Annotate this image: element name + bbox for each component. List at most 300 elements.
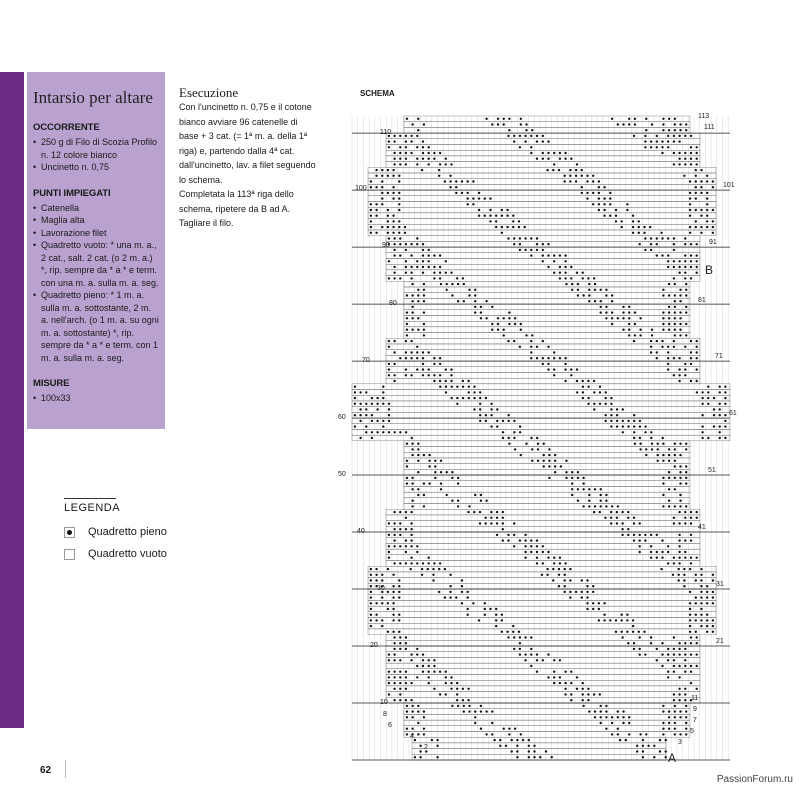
filled-cell bbox=[633, 437, 635, 439]
chart-row bbox=[386, 515, 700, 521]
filled-cell bbox=[684, 272, 686, 274]
filled-cell bbox=[639, 522, 641, 524]
filled-cell bbox=[462, 277, 464, 279]
filled-cell bbox=[519, 249, 521, 251]
filled-cell bbox=[479, 414, 481, 416]
filled-cell bbox=[656, 357, 658, 359]
filled-cell bbox=[530, 357, 532, 359]
filled-cell bbox=[673, 557, 675, 559]
filled-cell bbox=[685, 505, 687, 507]
filled-cell bbox=[376, 397, 378, 399]
filled-cell bbox=[696, 163, 698, 165]
filled-cell bbox=[387, 608, 389, 610]
esecuzione-paragraph-2: Completata la 113ª riga dello schema, ripetere da B ad A. Tagliare il filo. bbox=[179, 189, 294, 228]
filled-cell bbox=[524, 659, 526, 661]
filled-cell bbox=[627, 642, 629, 644]
chart-row bbox=[386, 270, 700, 276]
filled-cell bbox=[547, 557, 549, 559]
chart-row bbox=[404, 304, 690, 310]
filled-cell bbox=[644, 431, 646, 433]
filled-cell bbox=[617, 123, 619, 125]
filled-cell bbox=[406, 443, 408, 445]
filled-cell bbox=[673, 249, 675, 251]
filled-cell bbox=[588, 300, 590, 302]
filled-cell bbox=[700, 215, 702, 217]
filled-cell bbox=[410, 140, 412, 142]
filled-cell bbox=[610, 397, 612, 399]
filled-cell bbox=[617, 505, 619, 507]
filled-cell bbox=[662, 505, 664, 507]
filled-cell bbox=[410, 357, 412, 359]
filled-cell bbox=[404, 232, 406, 234]
filled-cell bbox=[678, 699, 680, 701]
filled-cell bbox=[406, 728, 408, 730]
filled-cell bbox=[674, 728, 676, 730]
filled-cell bbox=[678, 579, 680, 581]
filled-cell bbox=[570, 277, 572, 279]
filled-cell bbox=[393, 511, 395, 513]
filled-cell bbox=[611, 317, 613, 319]
filled-cell bbox=[616, 522, 618, 524]
filled-cell bbox=[615, 215, 617, 217]
chart-row bbox=[368, 224, 716, 230]
filled-cell bbox=[632, 220, 634, 222]
filled-cell bbox=[661, 539, 663, 541]
filled-cell bbox=[656, 243, 658, 245]
filled-cell bbox=[439, 693, 441, 695]
filled-cell bbox=[423, 294, 425, 296]
chart-row bbox=[386, 532, 700, 538]
filled-cell bbox=[690, 363, 692, 365]
filled-cell bbox=[592, 175, 594, 177]
filled-cell bbox=[456, 386, 458, 388]
filled-cell bbox=[582, 482, 584, 484]
filled-cell bbox=[668, 294, 670, 296]
filled-cell bbox=[650, 642, 652, 644]
filled-cell bbox=[700, 602, 702, 604]
filled-cell bbox=[678, 272, 680, 274]
filled-cell bbox=[416, 665, 418, 667]
filled-cell bbox=[678, 539, 680, 541]
filled-cell bbox=[695, 614, 697, 616]
filled-cell bbox=[422, 357, 424, 359]
filled-cell bbox=[410, 374, 412, 376]
filled-cell bbox=[712, 602, 714, 604]
filled-cell bbox=[696, 243, 698, 245]
filled-cell bbox=[668, 118, 670, 120]
filled-cell bbox=[700, 226, 702, 228]
filled-cell bbox=[495, 215, 497, 217]
filled-cell bbox=[422, 158, 424, 160]
filled-cell bbox=[552, 169, 554, 171]
filled-cell bbox=[605, 294, 607, 296]
filled-cell bbox=[433, 254, 435, 256]
filled-cell bbox=[393, 158, 395, 160]
filled-cell bbox=[542, 249, 544, 251]
filled-cell bbox=[542, 135, 544, 137]
filled-cell bbox=[662, 482, 664, 484]
filled-cell bbox=[696, 152, 698, 154]
filled-cell bbox=[689, 226, 691, 228]
filled-cell bbox=[497, 329, 499, 331]
filled-cell bbox=[451, 477, 453, 479]
filled-cell bbox=[428, 676, 430, 678]
filled-cell bbox=[381, 625, 383, 627]
filled-cell bbox=[678, 140, 680, 142]
filled-cell bbox=[406, 323, 408, 325]
chart-row bbox=[386, 350, 700, 356]
filled-cell bbox=[609, 197, 611, 199]
filled-cell bbox=[638, 220, 640, 222]
filled-cell bbox=[428, 454, 430, 456]
row-label-right: 3 bbox=[678, 739, 682, 746]
filled-cell bbox=[499, 745, 501, 747]
filled-cell bbox=[485, 733, 487, 735]
filled-cell bbox=[503, 728, 505, 730]
filled-cell bbox=[438, 568, 440, 570]
filled-cell bbox=[444, 568, 446, 570]
filled-cell bbox=[474, 306, 476, 308]
filled-cell bbox=[685, 465, 687, 467]
filled-cell bbox=[406, 482, 408, 484]
filled-cell bbox=[706, 591, 708, 593]
filled-cell bbox=[569, 568, 571, 570]
filled-cell bbox=[668, 460, 670, 462]
filled-cell bbox=[696, 346, 698, 348]
row-label-right: 41 bbox=[698, 524, 706, 531]
filled-cell bbox=[479, 522, 481, 524]
filled-cell bbox=[405, 146, 407, 148]
filled-cell bbox=[684, 557, 686, 559]
filled-cell bbox=[621, 619, 623, 621]
filled-cell bbox=[564, 158, 566, 160]
chart-row bbox=[368, 612, 716, 618]
filled-cell bbox=[530, 653, 532, 655]
filled-cell bbox=[393, 528, 395, 530]
filled-cell bbox=[678, 545, 680, 547]
filled-cell bbox=[672, 574, 674, 576]
chart-row bbox=[368, 589, 716, 595]
occorrente-heading: OCCORRENTE bbox=[33, 122, 100, 133]
filled-cell bbox=[598, 192, 600, 194]
filled-cell bbox=[474, 294, 476, 296]
filled-cell bbox=[685, 448, 687, 450]
filled-cell bbox=[457, 500, 459, 502]
filled-cell bbox=[434, 465, 436, 467]
filled-cell bbox=[508, 311, 510, 313]
filled-cell bbox=[610, 420, 612, 422]
filled-cell bbox=[586, 591, 588, 593]
filled-cell bbox=[724, 403, 726, 405]
filled-cell bbox=[588, 294, 590, 296]
filled-cell bbox=[684, 699, 686, 701]
filled-cell bbox=[381, 203, 383, 205]
filled-cell bbox=[605, 728, 607, 730]
filled-cell bbox=[679, 294, 681, 296]
filled-cell bbox=[685, 123, 687, 125]
filled-cell bbox=[406, 716, 408, 718]
filled-cell bbox=[621, 226, 623, 228]
filled-cell bbox=[410, 243, 412, 245]
filled-cell bbox=[490, 408, 492, 410]
filled-cell bbox=[673, 517, 675, 519]
filled-cell bbox=[370, 215, 372, 217]
chart-row bbox=[386, 675, 700, 681]
filled-cell bbox=[650, 431, 652, 433]
filled-cell bbox=[496, 534, 498, 536]
filled-cell bbox=[656, 340, 658, 342]
filled-cell bbox=[428, 374, 430, 376]
filled-cell bbox=[457, 482, 459, 484]
filled-cell bbox=[433, 363, 435, 365]
filled-cell bbox=[650, 140, 652, 142]
filled-cell bbox=[674, 306, 676, 308]
filled-cell bbox=[667, 659, 669, 661]
filled-cell bbox=[651, 443, 653, 445]
filled-cell bbox=[587, 380, 589, 382]
filled-cell bbox=[490, 522, 492, 524]
filled-cell bbox=[564, 175, 566, 177]
filled-cell bbox=[622, 311, 624, 313]
filled-cell bbox=[594, 300, 596, 302]
filled-cell bbox=[393, 163, 395, 165]
filled-cell bbox=[547, 243, 549, 245]
filled-cell bbox=[673, 135, 675, 137]
filled-cell bbox=[651, 448, 653, 450]
filled-cell bbox=[564, 693, 566, 695]
filled-cell bbox=[417, 448, 419, 450]
filled-cell bbox=[582, 693, 584, 695]
filled-cell bbox=[569, 596, 571, 598]
filled-cell bbox=[685, 728, 687, 730]
filled-cell bbox=[392, 232, 394, 234]
list-item: • Catenella bbox=[33, 202, 159, 215]
filled-cell bbox=[684, 693, 686, 695]
filled-cell bbox=[411, 728, 413, 730]
list-item: • Maglia alta bbox=[33, 214, 159, 227]
filled-cell bbox=[690, 260, 692, 262]
filled-cell bbox=[536, 653, 538, 655]
filled-cell bbox=[411, 477, 413, 479]
filled-cell bbox=[393, 135, 395, 137]
filled-cell bbox=[422, 665, 424, 667]
filled-cell bbox=[565, 460, 567, 462]
filled-cell bbox=[410, 653, 412, 655]
filled-cell bbox=[416, 146, 418, 148]
filled-cell bbox=[405, 511, 407, 513]
filled-cell bbox=[605, 311, 607, 313]
filled-cell bbox=[632, 232, 634, 234]
filled-cell bbox=[530, 545, 532, 547]
filled-cell bbox=[536, 551, 538, 553]
row-label-left: 30 bbox=[377, 585, 385, 592]
filled-cell bbox=[467, 380, 469, 382]
filled-cell bbox=[674, 443, 676, 445]
filled-cell bbox=[507, 340, 509, 342]
filled-cell bbox=[603, 197, 605, 199]
chart-row bbox=[386, 635, 700, 641]
filled-cell bbox=[531, 129, 533, 131]
filled-cell bbox=[696, 688, 698, 690]
filled-cell bbox=[678, 557, 680, 559]
filled-cell bbox=[450, 374, 452, 376]
filled-cell bbox=[446, 471, 448, 473]
filled-cell bbox=[467, 608, 469, 610]
filled-cell bbox=[474, 300, 476, 302]
filled-cell bbox=[536, 545, 538, 547]
filled-cell bbox=[701, 403, 703, 405]
filled-cell bbox=[706, 220, 708, 222]
filled-cell bbox=[438, 591, 440, 593]
filled-cell bbox=[668, 716, 670, 718]
filled-cell bbox=[399, 237, 401, 239]
filled-cell bbox=[587, 693, 589, 695]
filled-cell bbox=[633, 135, 635, 137]
filled-cell bbox=[575, 591, 577, 593]
filled-cell bbox=[472, 180, 474, 182]
filled-cell bbox=[530, 237, 532, 239]
filled-cell bbox=[392, 192, 394, 194]
filled-cell bbox=[639, 551, 641, 553]
filled-cell bbox=[700, 596, 702, 598]
filled-cell bbox=[542, 659, 544, 661]
filled-cell bbox=[645, 454, 647, 456]
filled-cell bbox=[496, 511, 498, 513]
filled-cell bbox=[411, 716, 413, 718]
filled-cell bbox=[667, 140, 669, 142]
filled-cell bbox=[433, 266, 435, 268]
filled-cell bbox=[533, 750, 535, 752]
filled-cell bbox=[519, 653, 521, 655]
filled-cell bbox=[416, 266, 418, 268]
filled-cell bbox=[673, 636, 675, 638]
filled-cell bbox=[423, 716, 425, 718]
filled-cell bbox=[570, 266, 572, 268]
filled-cell bbox=[398, 180, 400, 182]
filled-cell bbox=[528, 750, 530, 752]
filled-cell bbox=[536, 557, 538, 559]
filled-cell bbox=[427, 568, 429, 570]
filled-cell bbox=[457, 477, 459, 479]
chart-row bbox=[352, 435, 730, 441]
esecuzione-title: Esecuzione bbox=[179, 85, 239, 100]
chart-row bbox=[368, 201, 716, 207]
filled-cell bbox=[724, 414, 726, 416]
filled-cell bbox=[603, 602, 605, 604]
filled-cell bbox=[388, 420, 390, 422]
filled-cell bbox=[576, 368, 578, 370]
filled-cell bbox=[656, 534, 658, 536]
filled-cell bbox=[428, 465, 430, 467]
filled-cell bbox=[388, 374, 390, 376]
filled-cell bbox=[485, 414, 487, 416]
filled-cell bbox=[690, 682, 692, 684]
filled-cell bbox=[610, 403, 612, 405]
filled-cell bbox=[615, 631, 617, 633]
filled-cell bbox=[571, 494, 573, 496]
filled-cell bbox=[381, 192, 383, 194]
filled-cell bbox=[393, 140, 395, 142]
filled-cell bbox=[473, 397, 475, 399]
filled-cell bbox=[421, 568, 423, 570]
filled-cell bbox=[525, 123, 527, 125]
filled-cell bbox=[381, 186, 383, 188]
filled-cell bbox=[533, 745, 535, 747]
filled-cell bbox=[684, 551, 686, 553]
schema-title: SCHEMA bbox=[360, 89, 395, 98]
filled-cell bbox=[586, 608, 588, 610]
filled-cell bbox=[440, 471, 442, 473]
filled-cell bbox=[438, 169, 440, 171]
filled-cell bbox=[478, 192, 480, 194]
filled-cell bbox=[365, 431, 367, 433]
filled-cell bbox=[542, 152, 544, 154]
filled-cell bbox=[516, 750, 518, 752]
filled-cell bbox=[508, 728, 510, 730]
filled-cell bbox=[508, 129, 510, 131]
filled-cell bbox=[650, 557, 652, 559]
row-label-left: 100 bbox=[355, 185, 367, 192]
filled-cell bbox=[685, 306, 687, 308]
filled-cell bbox=[519, 539, 521, 541]
filled-cell bbox=[684, 266, 686, 268]
filled-cell bbox=[570, 699, 572, 701]
filled-cell bbox=[609, 619, 611, 621]
filled-cell bbox=[546, 169, 548, 171]
filled-cell bbox=[434, 477, 436, 479]
filled-cell bbox=[696, 266, 698, 268]
filled-cell bbox=[399, 659, 401, 661]
filled-cell bbox=[417, 129, 419, 131]
filled-cell bbox=[662, 311, 664, 313]
filled-cell bbox=[520, 329, 522, 331]
filled-cell bbox=[667, 260, 669, 262]
filled-cell bbox=[388, 260, 390, 262]
filled-cell bbox=[472, 602, 474, 604]
filled-cell bbox=[558, 169, 560, 171]
filled-cell bbox=[399, 682, 401, 684]
filled-cell bbox=[405, 351, 407, 353]
filled-cell bbox=[695, 220, 697, 222]
chart-row bbox=[386, 669, 700, 675]
filled-cell bbox=[684, 374, 686, 376]
filled-cell bbox=[455, 186, 457, 188]
chart-row bbox=[368, 184, 716, 190]
filled-cell bbox=[417, 454, 419, 456]
filled-cell bbox=[605, 397, 607, 399]
filled-cell bbox=[491, 722, 493, 724]
filled-cell bbox=[603, 614, 605, 616]
filled-cell bbox=[668, 505, 670, 507]
filled-cell bbox=[627, 517, 629, 519]
chart-row bbox=[368, 578, 716, 584]
filled-cell bbox=[354, 403, 356, 405]
filled-cell bbox=[434, 460, 436, 462]
filled-cell bbox=[463, 705, 465, 707]
filled-cell bbox=[564, 568, 566, 570]
page-number: 62 bbox=[40, 765, 52, 776]
filled-cell bbox=[662, 289, 664, 291]
chart-row bbox=[386, 680, 700, 686]
filled-cell bbox=[439, 363, 441, 365]
filled-cell bbox=[553, 676, 555, 678]
filled-cell bbox=[656, 351, 658, 353]
filled-cell bbox=[375, 602, 377, 604]
filled-cell bbox=[668, 477, 670, 479]
filled-cell bbox=[695, 579, 697, 581]
filled-cell bbox=[605, 500, 607, 502]
filled-cell bbox=[564, 254, 566, 256]
